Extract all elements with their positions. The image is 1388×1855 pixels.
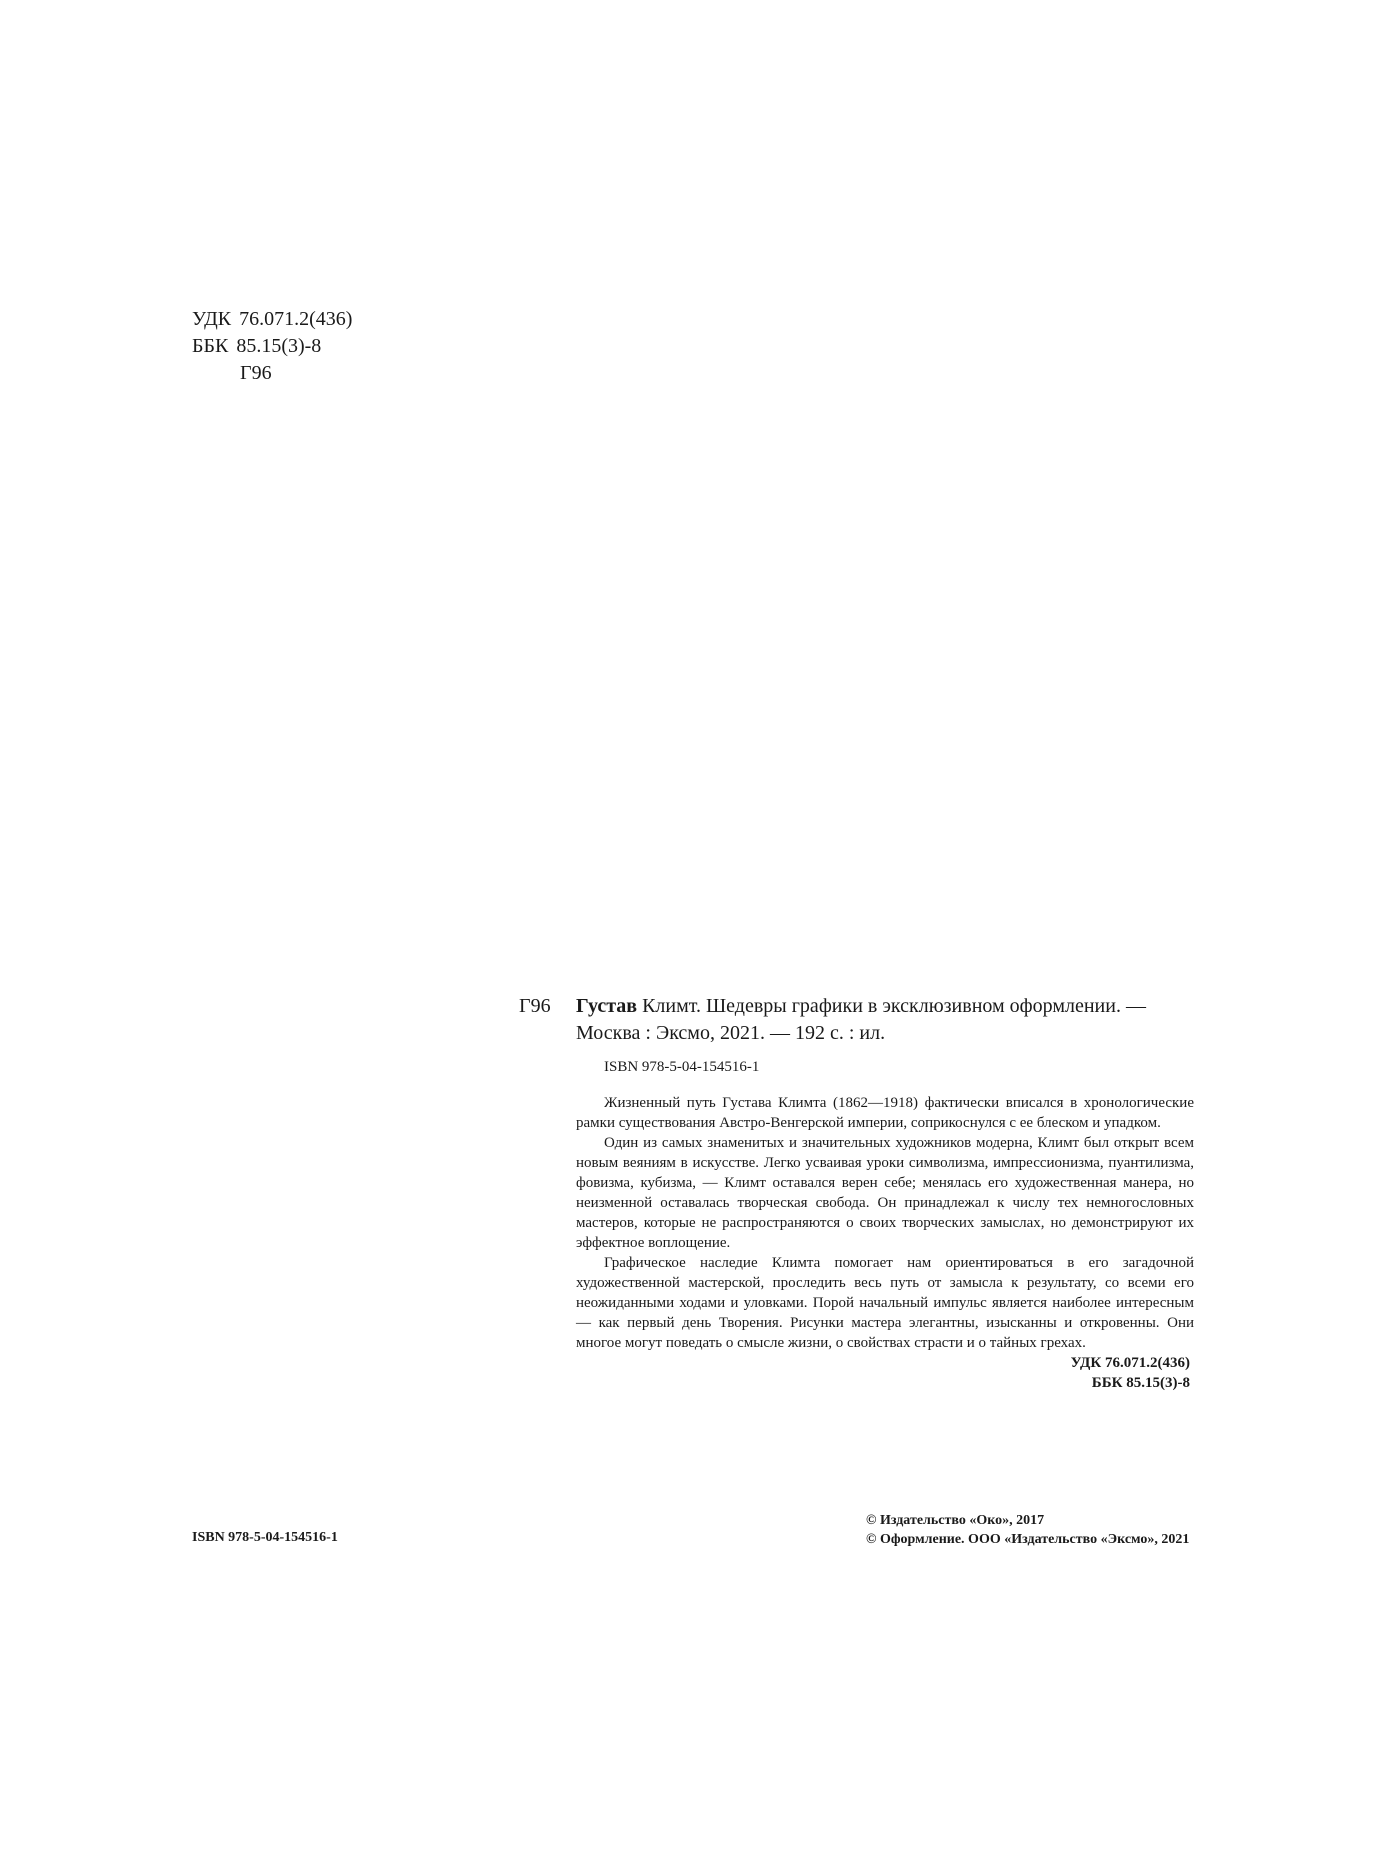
card-udk: УДК 76.071.2(436) <box>1070 1355 1190 1371</box>
bbk-line <box>192 333 352 360</box>
footer-isbn: ISBN 978-5-04-154516-1 <box>192 1530 338 1545</box>
annotation <box>576 1093 1194 1353</box>
card-bbk: ББК 85.15(3)-8 <box>1091 1375 1190 1391</box>
card-title-line2: Москва : Эксмо, 2021. — 192 с. : ил. <box>576 1022 886 1044</box>
annotation-paragraph: Жизненный путь Густава Климта (1862—1918) фактически вписался в хронологические рамки существования Австро-Венгерской империи, соприкоснулся с ее блеском и упадком. <box>576 1095 1194 1131</box>
udk-code: 76.071.2(436) <box>239 308 353 330</box>
annotation-paragraph: Один из самых знаменитых и значительных художников модерна, Климт был открыт всем новым веяниям в искусстве. Легко усваивая уроки символизма, импрессионизма, пуантилизма, фовизма, кубизма, — Климт оставался верен себе; менялась его художественная манера, но неизменной оставалась творческая свобода. Он принадлежал к числу тех немногословных мастеров, которые не распространяются о своих творческих замыслах, но демонстрируют их эффектное воплощение. <box>576 1135 1194 1251</box>
card-title <box>576 993 1194 1020</box>
udk-line <box>192 306 352 333</box>
annotation-paragraph: Графическое наследие Климта помогает нам ориентироваться в его загадочной художественной мастерской, проследить весь путь от замысла к результату, со всеми его неожиданными ходами и уловками. Порой начальный импульс является наиболее интересным — как первый день Творения. Рисунки мастера элегантны, изысканны и откровенны. Они многое могут поведать о смысле жизни, о свойствах страсти и о тайных грехах. <box>576 1255 1194 1351</box>
copyright-block <box>866 1511 1189 1549</box>
bbk-code: 85.15(3)-8 <box>236 335 322 357</box>
card-title-rest: Климт. Шедевры графики в эксклюзивном оформлении. — <box>637 995 1146 1017</box>
classification-block <box>192 306 352 387</box>
bbk-label: ББК <box>192 335 229 357</box>
catalog-card <box>576 993 1194 1393</box>
copyright-line: © Оформление. ООО «Издательство «Эксмо», 2021 <box>866 1532 1190 1547</box>
card-codes <box>576 1353 1194 1393</box>
udk-label: УДК <box>192 308 232 330</box>
card-author-mark: Г96 <box>519 995 551 1017</box>
card-isbn: ISBN 978-5-04-154516-1 <box>604 1059 760 1075</box>
copyright-line: © Издательство «Око», 2017 <box>866 1513 1045 1528</box>
author-mark: Г96 <box>240 362 272 384</box>
card-title-author: Густав <box>576 995 638 1017</box>
